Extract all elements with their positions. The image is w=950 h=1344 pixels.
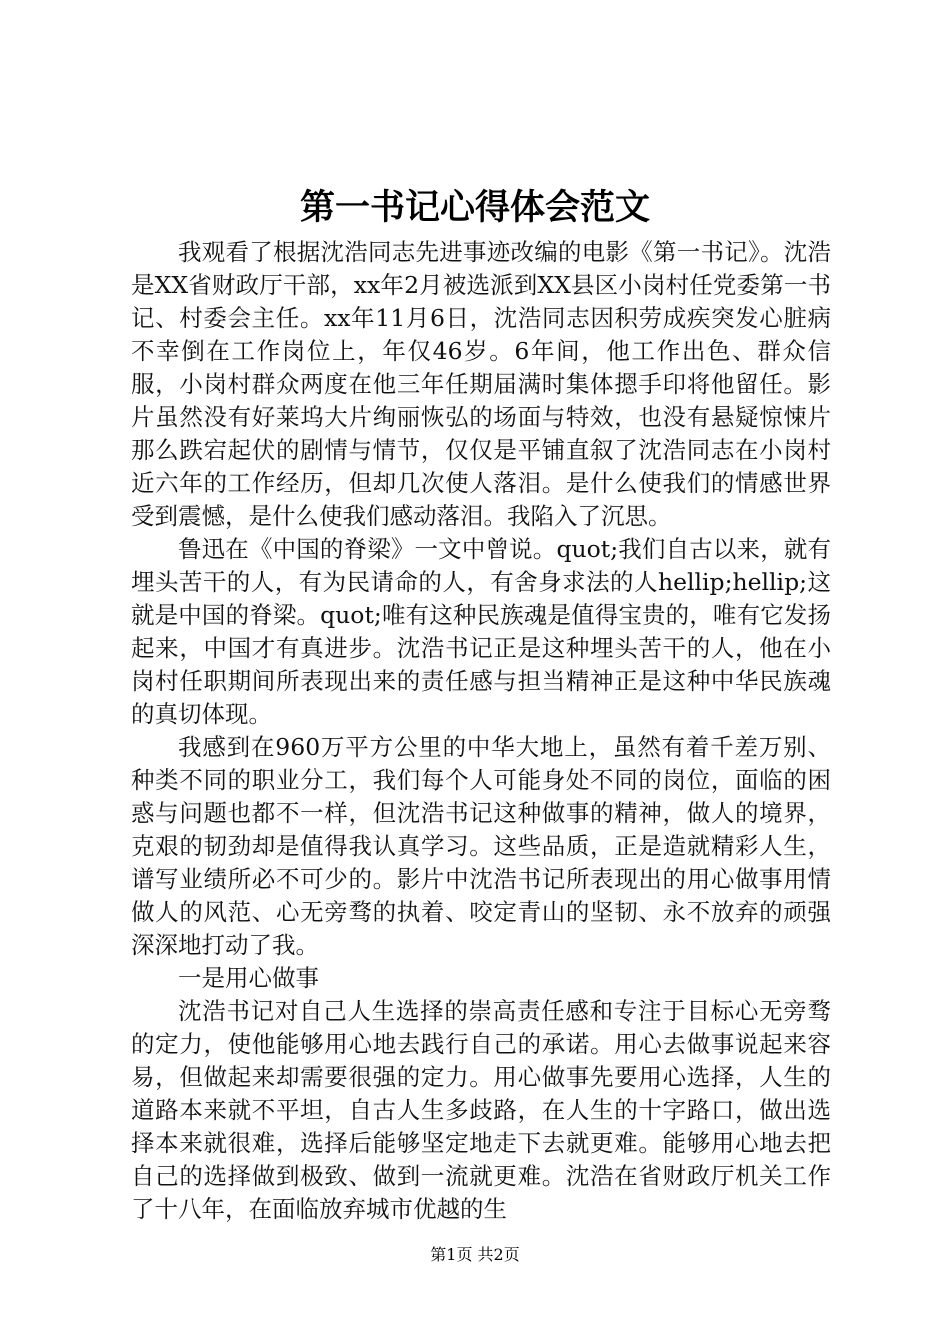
paragraph-3: 我感到在960万平方公里的中华大地上，虽然有着千差万别、种类不同的职业分工，我们每个人可能身处不同的岗位，面临的困惑与问题也都不一样，但沈浩书记这种做事的精神，做人的境界，克艰的韧劲却是值得我认真学习。这些品质，正是造就精彩人生，谱写业绩所必不可少的。影片中沈浩书记所表现出的用心做事用情做人的风范、心无旁骛的执着、咬定青山的坚韧、永不放弃的顽强深深地打动了我。 (131, 733, 831, 959)
document-title: 第一书记心得体会范文 (299, 187, 650, 228)
paragraph-1: 我观看了根据沈浩同志先进事迹改编的电影《第一书记》。沈浩是XX省财政厅干部，xx年2月被选派到XX县区小岗村任党委第一书记、村委会主任。xx年11月6日，沈浩同志因积劳成疾突发心脏病不幸倒在工作岗位上，年仅46岁。6年间，他工作出色、群众信服，小岗村群众两度在他三年任期届满时集体摁手印将他留任。影片虽然没有好莱坞大片绚丽恢弘的场面与特效，也没有悬疑惊悚片那么跌宕起伏的剧情与情节，仅仅是平铺直叙了沈浩同志在小岗村近六年的工作经历，但却几次使人落泪。是什么使我们的情感世界受到震憾，是什么使我们感动落泪。我陷入了沉思。 (131, 238, 831, 530)
paragraph-2: 鲁迅在《中国的脊梁》一文中曾说。quot;我们自古以来，就有埋头苦干的人，有为民请命的人，有舍身求法的人hellip;hellip;这就是中国的脊梁。quot;唯有这种民族魂是值得宝贵的，唯有它发扬起来，中国才有真进步。沈浩书记正是这种埋头苦干的人，他在小岗村任职期间所表现出来的责任感与担当精神正是这种中华民族魂的真切体现。 (131, 535, 831, 728)
paragraph-4: 沈浩书记对自己人生选择的崇高责任感和专注于目标心无旁骛的定力，使他能够用心地去践行自己的承诺。用心去做事说起来容易，但做起来却需要很强的定力。用心做事先要用心选择，人生的道路本来就不平坦，自古人生多歧路，在人生的十字路口，做出选择本来就很难，选择后能够坚定地走下去就更难。能够用心地去把自己的选择做到极致、做到一流就更难。沈浩在省财政厅机关工作了十八年，在面临放弃城市优越的生 (131, 997, 831, 1223)
page-number-footer: 第1页 共2页 (430, 1245, 520, 1264)
document-body (131, 236, 831, 1226)
section-heading: 一是用心做事 (178, 964, 319, 992)
